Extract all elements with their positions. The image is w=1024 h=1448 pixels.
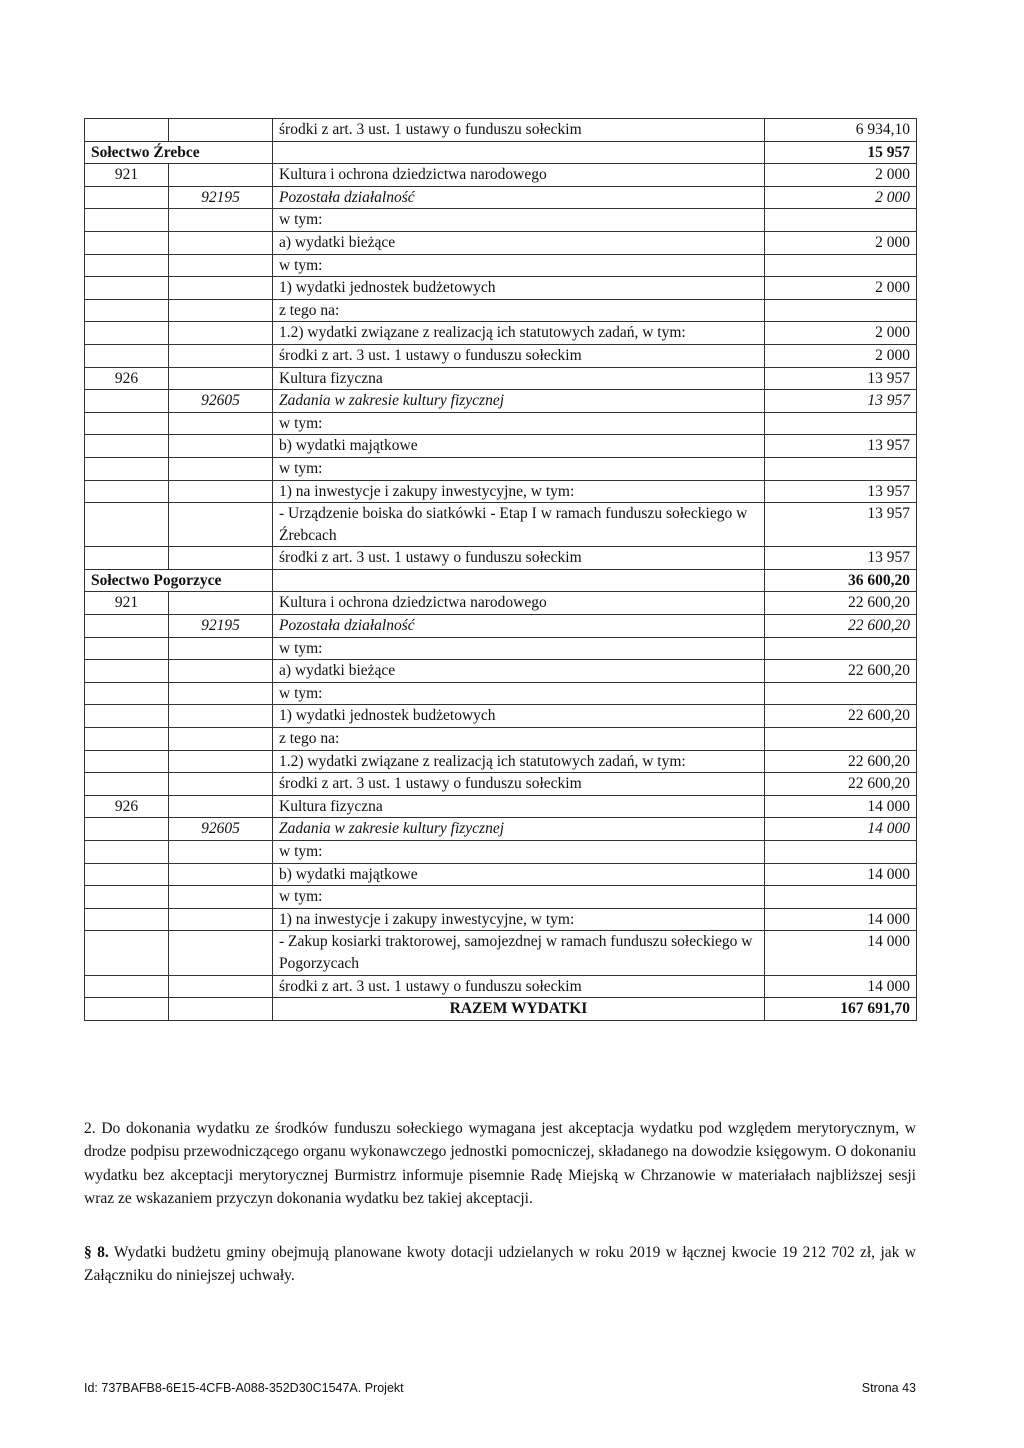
amount-cell: 2 000 [765, 231, 917, 254]
description-cell: w tym: [273, 886, 765, 909]
chapter-cell [169, 231, 273, 254]
division-cell: 926 [85, 367, 169, 390]
paragraph-8-text: Wydatki budżetu gminy obejmują planowane kwoty dotacji udzielanych w roku 2019 w łącznej kwocie 19 212 702 zł, jak w Załączniku do niniejszej uchwały. [84, 1244, 916, 1285]
description-cell: w tym: [273, 254, 765, 277]
description-cell: b) wydatki majątkowe [273, 435, 765, 458]
total-label-cell: RAZEM WYDATKI [273, 998, 765, 1021]
chapter-cell [169, 435, 273, 458]
description-cell: w tym: [273, 457, 765, 480]
chapter-cell [169, 705, 273, 728]
chapter-cell [169, 277, 273, 300]
amount-cell [765, 841, 917, 864]
table-row [85, 412, 917, 435]
division-cell [85, 841, 169, 864]
amount-cell [765, 299, 917, 322]
chapter-cell: 92605 [169, 390, 273, 413]
chapter-cell [169, 863, 273, 886]
division-cell [85, 728, 169, 751]
description-cell: Zadania w zakresie kultury fizycznej [273, 390, 765, 413]
amount-cell: 13 957 [765, 503, 917, 547]
division-cell [85, 682, 169, 705]
table-row [85, 344, 917, 367]
amount-cell: 6 934,10 [765, 119, 917, 142]
description-cell: Kultura i ochrona dziedzictwa narodowego [273, 164, 765, 187]
amount-cell: 14 000 [765, 975, 917, 998]
amount-cell [765, 637, 917, 660]
chapter-cell: 92605 [169, 818, 273, 841]
table-row [85, 503, 917, 547]
division-cell [85, 931, 169, 975]
paragraph-2 [84, 1117, 916, 1211]
chapter-cell [169, 367, 273, 390]
division-cell [85, 119, 169, 142]
footer-page-number: Strona 43 [861, 1381, 916, 1395]
description-cell: środki z art. 3 ust. 1 ustawy o funduszu sołeckim [273, 344, 765, 367]
description-cell: środki z art. 3 ust. 1 ustawy o funduszu sołeckim [273, 975, 765, 998]
amount-cell: 22 600,20 [765, 705, 917, 728]
division-cell [85, 344, 169, 367]
amount-cell [765, 728, 917, 751]
amount-cell [765, 682, 917, 705]
table-row [85, 480, 917, 503]
chapter-cell [169, 750, 273, 773]
table-row [85, 818, 917, 841]
description-cell: z tego na: [273, 728, 765, 751]
description-cell: 1.2) wydatki związane z realizacją ich statutowych zadań, w tym: [273, 322, 765, 345]
division-cell [85, 254, 169, 277]
division-cell [85, 818, 169, 841]
section-name-cell: Sołectwo Pogorzyce [85, 569, 273, 592]
table-row [85, 682, 917, 705]
division-cell [85, 277, 169, 300]
division-cell [85, 186, 169, 209]
table-row [85, 186, 917, 209]
table-row [85, 795, 917, 818]
amount-cell: 22 600,20 [765, 773, 917, 796]
amount-cell [765, 209, 917, 232]
amount-cell [765, 254, 917, 277]
amount-cell: 15 957 [765, 141, 917, 164]
division-cell [85, 773, 169, 796]
table-row [85, 998, 917, 1021]
chapter-cell [169, 119, 273, 142]
division-cell [85, 975, 169, 998]
amount-cell: 36 600,20 [765, 569, 917, 592]
description-cell: - Zakup kosiarki traktorowej, samojezdnej w ramach funduszu sołeckiego w Pogorzycach [273, 931, 765, 975]
empty-cell [273, 141, 765, 164]
chapter-cell [169, 773, 273, 796]
table-row [85, 908, 917, 931]
table-row [85, 231, 917, 254]
chapter-cell [169, 841, 273, 864]
paragraph-8-label: § 8. [84, 1244, 109, 1261]
description-cell: Kultura fizyczna [273, 367, 765, 390]
amount-cell [765, 412, 917, 435]
amount-cell: 22 600,20 [765, 615, 917, 638]
description-cell: a) wydatki bieżące [273, 231, 765, 254]
description-cell: 1) na inwestycje i zakupy inwestycyjne, w tym: [273, 908, 765, 931]
division-cell [85, 412, 169, 435]
table-row [85, 141, 917, 164]
table-row [85, 254, 917, 277]
division-cell [85, 231, 169, 254]
chapter-cell [169, 931, 273, 975]
table-row [85, 119, 917, 142]
amount-cell: 2 000 [765, 277, 917, 300]
table-row [85, 457, 917, 480]
chapter-cell [169, 322, 273, 345]
description-cell: w tym: [273, 841, 765, 864]
division-cell: 926 [85, 795, 169, 818]
table-row [85, 615, 917, 638]
table-row [85, 975, 917, 998]
division-cell: 921 [85, 164, 169, 187]
chapter-cell [169, 975, 273, 998]
table-row [85, 637, 917, 660]
empty-cell [273, 569, 765, 592]
chapter-cell [169, 457, 273, 480]
chapter-cell [169, 480, 273, 503]
amount-cell: 13 957 [765, 547, 917, 570]
table-row [85, 863, 917, 886]
table-row [85, 390, 917, 413]
division-cell [85, 435, 169, 458]
description-cell: a) wydatki bieżące [273, 660, 765, 683]
amount-cell: 14 000 [765, 908, 917, 931]
amount-cell: 2 000 [765, 164, 917, 187]
description-cell: z tego na: [273, 299, 765, 322]
table-row [85, 660, 917, 683]
table-row [85, 750, 917, 773]
amount-cell: 2 000 [765, 322, 917, 345]
description-cell: Pozostała działalność [273, 186, 765, 209]
description-cell: 1) wydatki jednostek budżetowych [273, 705, 765, 728]
chapter-cell [169, 254, 273, 277]
table-row [85, 367, 917, 390]
description-cell: Kultura fizyczna [273, 795, 765, 818]
description-cell: w tym: [273, 637, 765, 660]
amount-cell: 13 957 [765, 390, 917, 413]
description-cell: b) wydatki majątkowe [273, 863, 765, 886]
chapter-cell [169, 682, 273, 705]
chapter-cell [169, 886, 273, 909]
table-row [85, 277, 917, 300]
chapter-cell [169, 728, 273, 751]
division-cell [85, 615, 169, 638]
chapter-cell [169, 164, 273, 187]
chapter-cell: 92195 [169, 186, 273, 209]
table-row [85, 569, 917, 592]
chapter-cell [169, 209, 273, 232]
description-cell: - Urządzenie boiska do siatkówki - Etap I w ramach funduszu sołeckiego w Źrebcach [273, 503, 765, 547]
description-cell: w tym: [273, 682, 765, 705]
division-cell: 921 [85, 592, 169, 615]
table-row [85, 299, 917, 322]
amount-cell: 14 000 [765, 795, 917, 818]
chapter-cell [169, 908, 273, 931]
description-cell: środki z art. 3 ust. 1 ustawy o funduszu sołeckim [273, 119, 765, 142]
paragraph-8 [84, 1241, 916, 1288]
section-name-cell: Sołectwo Źrebce [85, 141, 273, 164]
amount-cell: 22 600,20 [765, 592, 917, 615]
division-cell [85, 480, 169, 503]
table-row [85, 773, 917, 796]
empty-cell [85, 998, 169, 1021]
chapter-cell [169, 503, 273, 547]
description-cell: środki z art. 3 ust. 1 ustawy o funduszu sołeckim [273, 547, 765, 570]
amount-cell: 13 957 [765, 367, 917, 390]
description-cell: Kultura i ochrona dziedzictwa narodowego [273, 592, 765, 615]
table-row [85, 841, 917, 864]
amount-cell: 22 600,20 [765, 750, 917, 773]
division-cell [85, 863, 169, 886]
budget-table [84, 118, 917, 1021]
table-row [85, 931, 917, 975]
table-row [85, 592, 917, 615]
division-cell [85, 299, 169, 322]
description-cell: 1.2) wydatki związane z realizacją ich statutowych zadań, w tym: [273, 750, 765, 773]
division-cell [85, 547, 169, 570]
chapter-cell: 92195 [169, 615, 273, 638]
division-cell [85, 908, 169, 931]
amount-cell: 14 000 [765, 931, 917, 975]
division-cell [85, 705, 169, 728]
description-cell: Zadania w zakresie kultury fizycznej [273, 818, 765, 841]
amount-cell: 2 000 [765, 344, 917, 367]
amount-cell: 14 000 [765, 863, 917, 886]
description-cell: 1) na inwestycje i zakupy inwestycyjne, w tym: [273, 480, 765, 503]
division-cell [85, 750, 169, 773]
chapter-cell [169, 660, 273, 683]
chapter-cell [169, 412, 273, 435]
chapter-cell [169, 795, 273, 818]
amount-cell [765, 457, 917, 480]
amount-cell: 13 957 [765, 480, 917, 503]
empty-cell [169, 998, 273, 1021]
description-cell: w tym: [273, 209, 765, 232]
table-row [85, 728, 917, 751]
table-row [85, 164, 917, 187]
amount-cell: 13 957 [765, 435, 917, 458]
amount-cell: 2 000 [765, 186, 917, 209]
chapter-cell [169, 592, 273, 615]
division-cell [85, 457, 169, 480]
table-row [85, 547, 917, 570]
budget-table-body [85, 119, 917, 1021]
footer-document-id: Id: 737BAFB8-6E15-4CFB-A088-352D30C1547A. Projekt [84, 1381, 404, 1395]
amount-cell: 22 600,20 [765, 660, 917, 683]
table-row [85, 209, 917, 232]
total-amount-cell: 167 691,70 [765, 998, 917, 1021]
table-row [85, 705, 917, 728]
division-cell [85, 637, 169, 660]
division-cell [85, 322, 169, 345]
chapter-cell [169, 299, 273, 322]
division-cell [85, 209, 169, 232]
paragraph-2-text: 2. Do dokonania wydatku ze środków funduszu sołeckiego wymagana jest akceptacja wydatku pod względem merytorycznym, w drodze podpisu przewodniczącego organu wykonawczego jednostki pomocniczej, składanego na dowodzie księgowym. O dokonaniu wydatku bez akceptacji merytorycznej Burmistrz informuje pisemnie Radę Miejską w Chrzanowie w materiałach najbliższej sesji wraz ze wskazaniem przyczyn dokonania wydatku bez takiej akceptacji. [84, 1120, 916, 1208]
table-row [85, 886, 917, 909]
description-cell: środki z art. 3 ust. 1 ustawy o funduszu sołeckim [273, 773, 765, 796]
division-cell [85, 886, 169, 909]
description-cell: 1) wydatki jednostek budżetowych [273, 277, 765, 300]
division-cell [85, 660, 169, 683]
description-cell: Pozostała działalność [273, 615, 765, 638]
table-row [85, 435, 917, 458]
division-cell [85, 503, 169, 547]
chapter-cell [169, 344, 273, 367]
chapter-cell [169, 547, 273, 570]
amount-cell [765, 886, 917, 909]
amount-cell: 14 000 [765, 818, 917, 841]
division-cell [85, 390, 169, 413]
description-cell: w tym: [273, 412, 765, 435]
table-row [85, 322, 917, 345]
chapter-cell [169, 637, 273, 660]
